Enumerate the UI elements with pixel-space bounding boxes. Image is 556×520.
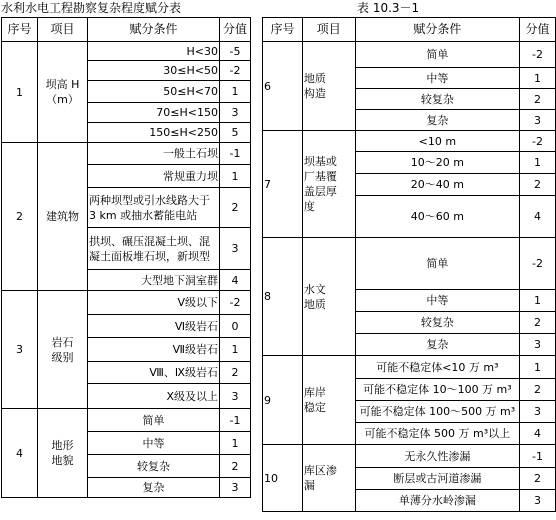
score-cell: 2 bbox=[220, 455, 251, 478]
header-condition: 赋分条件 bbox=[88, 18, 220, 42]
header-score: 分值 bbox=[220, 18, 251, 42]
group-number: 10 bbox=[263, 445, 303, 512]
condition-cell: Ⅹ级及以上 bbox=[88, 384, 220, 409]
condition-cell: 30≤H<50 bbox=[88, 61, 220, 81]
score-cell: 3 bbox=[520, 110, 556, 131]
condition-cell: Ⅵ级岩石 bbox=[88, 315, 220, 338]
group-number: 1 bbox=[2, 42, 38, 143]
score-cell: 1 bbox=[520, 68, 556, 89]
header-no: 序号 bbox=[263, 18, 303, 42]
condition-cell: 可能不稳定体 100～500 万 m³ bbox=[355, 401, 519, 423]
condition-cell: Ⅷ、Ⅸ级岩石 bbox=[88, 362, 220, 384]
condition-cell: 可能不稳定体<10 万 m³ bbox=[355, 356, 519, 379]
score-cell: 1 bbox=[220, 432, 251, 455]
score-cell: 1 bbox=[520, 152, 556, 174]
condition-cell: 可能不稳定体 500 万 m³以上 bbox=[355, 423, 519, 445]
group-item: 库岸 稳定 bbox=[302, 356, 355, 445]
score-cell: -1 bbox=[520, 445, 556, 468]
condition-cell: 断层或古河道渗漏 bbox=[355, 468, 519, 490]
condition-cell: 简单 bbox=[355, 238, 519, 290]
score-cell: 2 bbox=[520, 174, 556, 196]
group-item: 建筑物 bbox=[38, 143, 88, 291]
header-item: 项目 bbox=[302, 18, 355, 42]
score-cell: -2 bbox=[520, 131, 556, 152]
score-cell: 1 bbox=[220, 81, 251, 103]
condition-cell: 70≤H<150 bbox=[88, 103, 220, 123]
score-cell: 4 bbox=[220, 270, 251, 291]
condition-cell: 20～40 m bbox=[355, 174, 519, 196]
group-item: 水文 地质 bbox=[302, 238, 355, 356]
condition-cell: 简单 bbox=[88, 409, 220, 432]
score-cell: -2 bbox=[520, 42, 556, 68]
group-number: 6 bbox=[263, 42, 303, 131]
score-cell: 3 bbox=[220, 228, 251, 270]
score-cell: 4 bbox=[520, 423, 556, 445]
condition-cell: 较复杂 bbox=[355, 312, 519, 334]
score-cell: 3 bbox=[520, 401, 556, 423]
table-row bbox=[263, 356, 556, 379]
table-title: 水利水电工程勘察复杂程度赋分表 bbox=[1, 1, 182, 15]
score-cell: 3 bbox=[220, 478, 251, 498]
condition-cell: 两种坝型或引水线路大于 3 km 或抽水蓄能电站 bbox=[88, 188, 220, 228]
score-cell: 3 bbox=[220, 384, 251, 409]
condition-cell: 简单 bbox=[355, 42, 519, 68]
condition-cell: 较复杂 bbox=[355, 89, 519, 110]
score-table-right bbox=[262, 17, 556, 512]
header-row bbox=[263, 18, 556, 42]
condition-cell: H<30 bbox=[88, 42, 220, 61]
condition-cell: 40～60 m bbox=[355, 196, 519, 238]
score-cell: 1 bbox=[520, 356, 556, 379]
group-number: 4 bbox=[2, 409, 38, 498]
score-cell: 2 bbox=[520, 312, 556, 334]
score-cell: -5 bbox=[220, 42, 251, 61]
score-cell: 0 bbox=[220, 315, 251, 338]
table-row bbox=[263, 131, 556, 152]
table-row bbox=[2, 291, 251, 315]
condition-cell: 50≤H<70 bbox=[88, 81, 220, 103]
condition-cell: 无永久性渗漏 bbox=[355, 445, 519, 468]
table-body-right bbox=[263, 18, 556, 512]
table-number: 表 10.3－1 bbox=[357, 1, 420, 15]
score-cell: 3 bbox=[520, 490, 556, 512]
score-cell: 2 bbox=[520, 468, 556, 490]
condition-cell: 单薄分水岭渗漏 bbox=[355, 490, 519, 512]
table-row bbox=[263, 238, 556, 290]
group-item: 地质 构造 bbox=[302, 42, 355, 131]
header-no: 序号 bbox=[2, 18, 38, 42]
group-number: 9 bbox=[263, 356, 303, 445]
score-cell: -2 bbox=[520, 238, 556, 290]
table-body-left bbox=[2, 18, 251, 498]
group-item: 库区渗 漏 bbox=[302, 445, 355, 512]
condition-cell: <10 m bbox=[355, 131, 519, 152]
condition-cell: 较复杂 bbox=[88, 455, 220, 478]
condition-cell: 10～20 m bbox=[355, 152, 519, 174]
group-item: 坝基或 厂基覆 盖层厚 度 bbox=[302, 131, 355, 238]
score-cell: 5 bbox=[220, 123, 251, 143]
score-cell: -2 bbox=[220, 61, 251, 81]
group-item: 岩石 级别 bbox=[38, 291, 88, 409]
condition-cell: 一般土石坝 bbox=[88, 143, 220, 165]
condition-cell: 复杂 bbox=[355, 334, 519, 356]
score-cell: -1 bbox=[220, 409, 251, 432]
score-table-left bbox=[1, 17, 251, 498]
condition-cell: 拱坝、碾压混凝土坝、混凝土面板堆石坝，新坝型 bbox=[88, 228, 220, 270]
score-cell: 3 bbox=[520, 334, 556, 356]
group-item: 坝高 H （m） bbox=[38, 42, 88, 143]
score-cell: 1 bbox=[220, 165, 251, 188]
condition-cell: Ⅶ级岩石 bbox=[88, 338, 220, 362]
score-cell: 1 bbox=[220, 338, 251, 362]
condition-cell: 150≤H<250 bbox=[88, 123, 220, 143]
score-cell: 2 bbox=[520, 89, 556, 110]
condition-cell: 复杂 bbox=[88, 478, 220, 498]
condition-cell: 中等 bbox=[88, 432, 220, 455]
header-row bbox=[2, 18, 251, 42]
header-score: 分值 bbox=[520, 18, 556, 42]
table-row bbox=[2, 409, 251, 432]
group-number: 8 bbox=[263, 238, 303, 356]
score-cell: 2 bbox=[220, 188, 251, 228]
condition-cell: 中等 bbox=[355, 68, 519, 89]
group-item: 地形 地貌 bbox=[38, 409, 88, 498]
score-cell: -1 bbox=[220, 143, 251, 165]
table-row bbox=[263, 42, 556, 68]
group-number: 3 bbox=[2, 291, 38, 409]
condition-cell: 复杂 bbox=[355, 110, 519, 131]
condition-cell: 中等 bbox=[355, 290, 519, 312]
group-number: 2 bbox=[2, 143, 38, 291]
table-row bbox=[2, 42, 251, 61]
condition-cell: 常规重力坝 bbox=[88, 165, 220, 188]
score-cell: 1 bbox=[520, 290, 556, 312]
score-cell: 4 bbox=[520, 196, 556, 238]
table-row bbox=[2, 143, 251, 165]
score-cell: 2 bbox=[220, 362, 251, 384]
condition-cell: Ⅴ级以下 bbox=[88, 291, 220, 315]
condition-cell: 大型地下洞室群 bbox=[88, 270, 220, 291]
score-cell: 2 bbox=[520, 379, 556, 401]
condition-cell: 可能不稳定体 10～100 万 m³ bbox=[355, 379, 519, 401]
score-cell: -2 bbox=[220, 291, 251, 315]
header-item: 项目 bbox=[38, 18, 88, 42]
score-cell: 3 bbox=[220, 103, 251, 123]
header-condition: 赋分条件 bbox=[355, 18, 519, 42]
group-number: 7 bbox=[263, 131, 303, 238]
table-row bbox=[263, 445, 556, 468]
